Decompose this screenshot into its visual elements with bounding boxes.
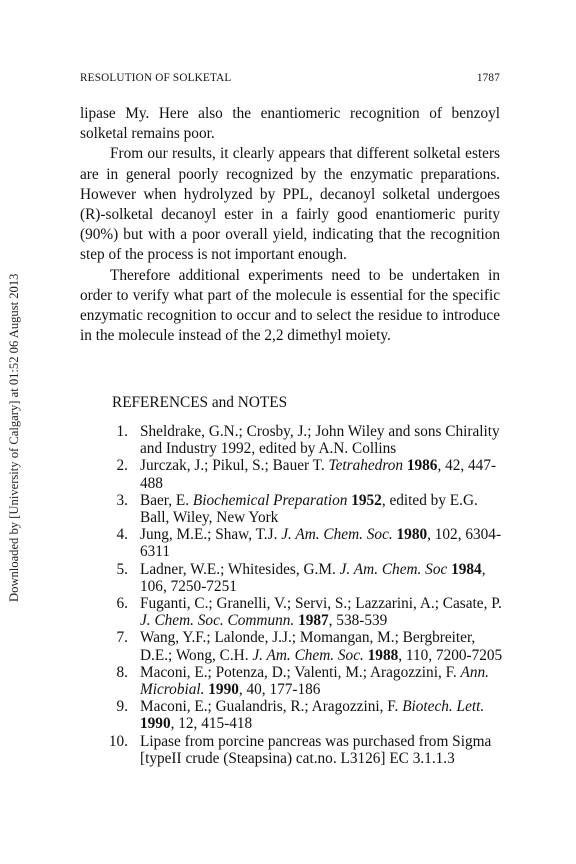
reference-text	[140, 561, 504, 595]
page-number: 1787	[476, 72, 500, 84]
journal-title: Ann. Microbial.	[140, 663, 489, 699]
reference-number: 10.	[108, 732, 128, 750]
reference-run: Jung, M.E.; Shaw, T.J.	[140, 526, 282, 544]
publication-year: 1952	[351, 491, 382, 509]
reference-item	[104, 526, 504, 560]
publication-year: 1990	[208, 681, 239, 699]
reference-item	[104, 733, 504, 767]
journal-title: J. Am. Chem. Soc.	[252, 646, 364, 664]
reference-run: Jurczak, J.; Pikul, S.; Bauer T.	[140, 457, 329, 475]
reference-run: , 40, 177-186	[238, 681, 321, 699]
reference-run: Lipase from porcine pancreas was purchased from Sigma [typeII crude (Steapsina) cat.no. L3126] EC 3.1.1.3	[140, 732, 492, 767]
reference-item	[104, 595, 504, 629]
paragraph: lipase My. Here also the enantiomeric recognition of benzoyl solketal remains poor.	[80, 105, 500, 143]
publication-year: 1988	[367, 646, 399, 664]
reference-run: Baer, E.	[140, 491, 193, 509]
paragraph: From our results, it clearly appears that different solketal esters are in general poorly recognized by the enzymatic preparations. However when hydrolyzed by PPL, decanoyl solketal undergoes (R)-solketal decanoyl ester in a fairly good enantiomeric purity (90%) but with a poor overall yield, indicating that the recognition step of the process is not important enough.	[80, 145, 500, 264]
reference-item	[104, 629, 504, 663]
reference-run: Sheldrake, G.N.; Crosby, J.; John Wiley and sons Chirality and Industry 1992, edited by A.N. Collins	[140, 423, 500, 458]
reference-run: , 12, 415-418	[170, 715, 253, 733]
reference-item	[104, 492, 504, 526]
publication-year: 1980	[396, 526, 428, 544]
reference-item	[104, 423, 504, 457]
running-title: RESOLUTION OF SOLKETAL	[80, 72, 232, 84]
reference-text	[140, 664, 504, 698]
references-heading: REFERENCES and NOTES	[112, 394, 288, 411]
reference-item	[104, 457, 504, 491]
reference-number: 2.	[116, 457, 128, 475]
reference-text	[140, 733, 504, 767]
reference-number: 1.	[116, 423, 128, 440]
reference-number: 8.	[116, 663, 128, 681]
running-header	[80, 72, 500, 88]
reference-run: , 538-539	[328, 612, 388, 630]
reference-run: Maconi, E.; Potenza, D.; Valenti, M.; Aragozzini, F.	[140, 663, 461, 681]
journal-title: Biochemical Preparation	[192, 491, 348, 509]
reference-number: 4.	[116, 526, 128, 544]
references-list	[104, 423, 504, 767]
reference-number: 6.	[116, 595, 128, 613]
reference-item	[104, 664, 504, 698]
journal-title: Biotech. Lett.	[402, 698, 485, 716]
journal-title: J. Am. Chem. Soc	[339, 560, 448, 578]
reference-item	[104, 698, 504, 732]
reference-text	[140, 457, 504, 491]
download-watermark: Downloaded by [University of Calgary] at 01:52 06 August 2013	[7, 273, 21, 603]
paragraph: Therefore additional experiments need to be undertaken in order to verify what part of the molecule is essential for the specific enzymatic recognition to occur and to select the residue to introduce in the molecule instead of the 2,2 dimethyl moiety.	[80, 266, 500, 345]
reference-number: 5.	[116, 560, 128, 578]
reference-number: 3.	[116, 491, 128, 509]
journal-title: J. Chem. Soc. Communn.	[140, 612, 295, 630]
journal-title: J. Am. Chem. Soc.	[281, 526, 393, 544]
reference-text	[140, 492, 504, 526]
reference-text	[140, 423, 504, 457]
reference-run: Ladner, W.E.; Whitesides, G.M.	[140, 560, 340, 578]
reference-text	[140, 698, 504, 732]
journal-title: Tetrahedron	[328, 457, 404, 475]
reference-run: Maconi, E.; Gualandris, R.; Aragozzini, F.	[140, 698, 403, 716]
reference-text	[140, 595, 504, 629]
publication-year: 1986	[406, 457, 438, 475]
reference-run: , 42, 447-488	[140, 457, 497, 492]
reference-run: Fuganti, C.; Granelli, V.; Servi, S.; Lazzarini, A.; Casate, P.	[140, 595, 502, 613]
reference-run: Wang, Y.F.; Lalonde, J.J.; Momangan, M.; Bergbreiter, D.E.; Wong, C.H.	[140, 629, 476, 664]
reference-number: 9.	[116, 698, 128, 716]
reference-run: , edited by E.G. Ball, Wiley, New York	[140, 491, 478, 527]
body-text	[80, 104, 500, 346]
publication-year: 1984	[451, 560, 482, 578]
publication-year: 1990	[140, 715, 171, 733]
reference-run: , 110, 7200-7205	[398, 646, 503, 664]
reference-item	[104, 561, 504, 595]
reference-run: , 102, 6304-6311	[140, 526, 502, 561]
reference-number: 7.	[116, 629, 128, 647]
reference-text	[140, 526, 504, 560]
reference-text	[140, 629, 504, 663]
publication-year: 1987	[298, 612, 329, 630]
reference-run: , 106, 7250-7251	[140, 560, 486, 595]
